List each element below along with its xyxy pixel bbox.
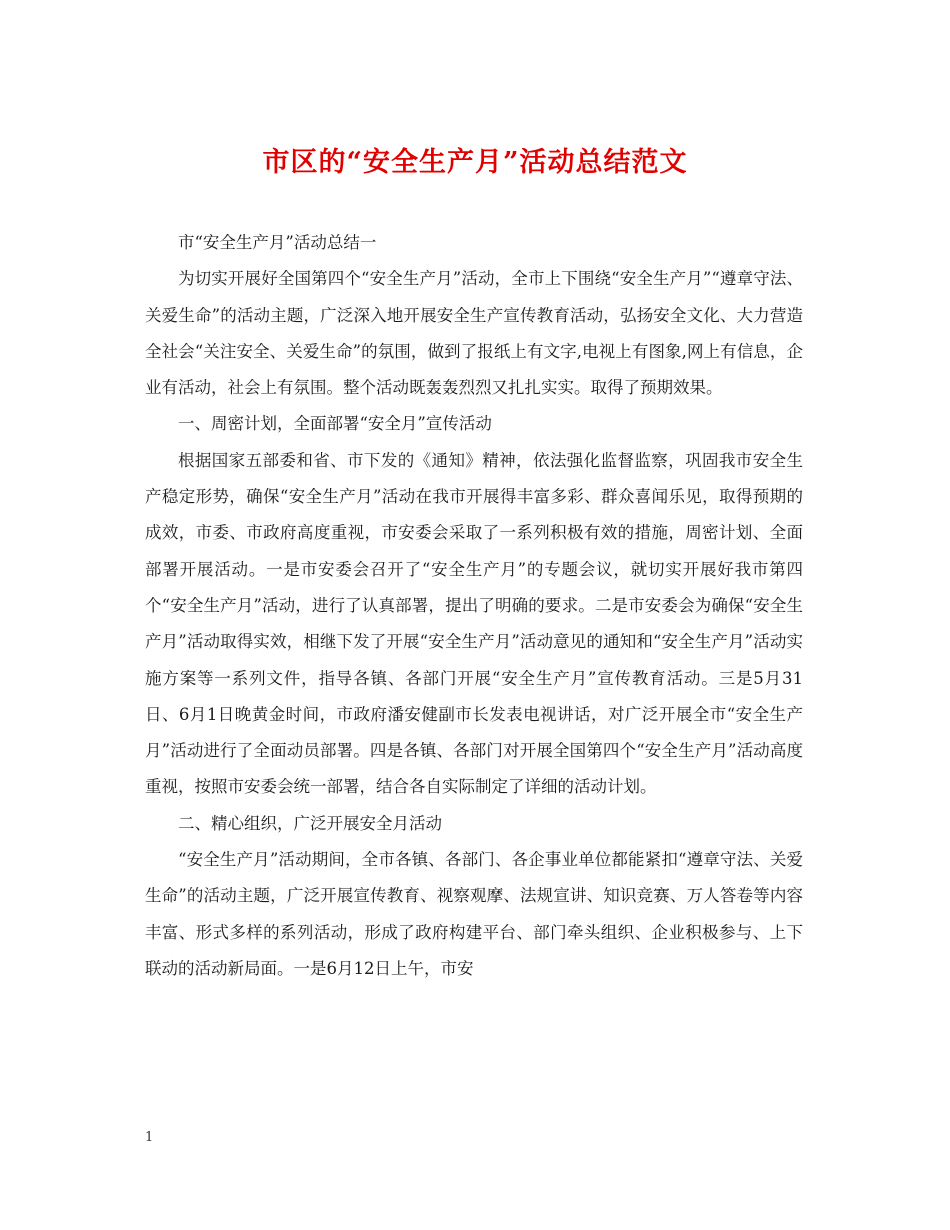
document-body [145, 225, 803, 987]
paragraph-intro: 为切实开展好全国第四个“安全生产月”活动，全市上下围绕“安全生产月”“遵章守法、关爱生命”的活动主题，广泛深入地开展安全生产宣传教育活动，弘扬安全文化、大力营造全社会“关注安全、关爱生命”的氛围，做到了报纸上有文字,电视上有图象,网上有信息，企业有活动，社会上有氛围。整个活动既轰轰烈烈又扎扎实实。取得了预期效果。 [145, 269, 803, 398]
document-title: 市区的“安全生产月”活动总结范文 [262, 147, 688, 178]
paragraph-section-one: 根据国家五部委和省、市下发的《通知》精神，依法强化监督监察，巩固我市安全生产稳定形势，确保“安全生产月”活动在我市开展得丰富多彩、群众喜闻乐见，取得预期的成效，市委、市政府高度重视，市安委会采取了一系列积极有效的措施，周密计划、全面部署开展活动。一是市安委会召开了“安全生产月”的专题会议，就切实开展好我市第四个“安全生产月”活动，进行了认真部署，提出了明确的要求。二是市安委会为确保“安全生产月”活动取得实效，相继下发了开展“安全生产月”活动意见的通知和“安全生产月”活动实施方案等一系列文件，指导各镇、各部门开展“安全生产月”宣传教育活动。三是5月31日、6月1日晚黄金时间，市政府潘安健副市长发表电视讲话，对广泛开展全市“安全生产月”活动进行了全面动员部署。四是各镇、各部门对开展全国第四个“安全生产月”活动高度重视，按照市安委会统一部署，结合各自实际制定了详细的活动计划。 [145, 450, 803, 797]
section-heading-two: 二、精心组织，广泛开展安全月活动 [178, 813, 442, 833]
page-number: 1 [145, 1130, 154, 1145]
section-heading-summary-one: 市“安全生产月”活动总结一 [178, 233, 377, 252]
section-heading-one: 一、周密计划，全面部署“安全月”宣传活动 [178, 414, 492, 434]
paragraph-section-two: “安全生产月”活动期间，全市各镇、各部门、各企事业单位都能紧扣“遵章守法、关爱生命”的活动主题，广泛开展宣传教育、视察观摩、法规宣讲、知识竞赛、万人答卷等内容丰富、形式多样的系列活动，形成了政府构建平台、部门牵头组织、企业积极参与、上下联动的活动新局面。一是6月12日上午，市安 [145, 850, 803, 978]
